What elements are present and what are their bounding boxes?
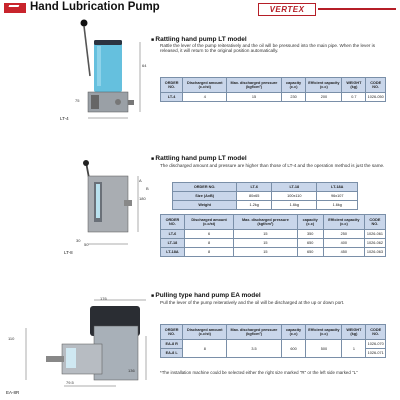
size-table-lt bbox=[172, 182, 358, 210]
brand-logo: VERTEX bbox=[258, 3, 316, 16]
table-row bbox=[173, 192, 358, 201]
lt4-pump-illustration bbox=[60, 18, 150, 123]
header-divider bbox=[318, 8, 396, 10]
spec-table-lt bbox=[160, 214, 386, 257]
th-efficient: Efficient capacity (c.c) bbox=[323, 215, 364, 230]
cell: 230 bbox=[281, 93, 306, 102]
th-code: CODE NO. bbox=[366, 78, 386, 93]
cell: 650 bbox=[297, 239, 323, 248]
cell: 15 bbox=[234, 230, 297, 239]
table-row bbox=[161, 340, 386, 349]
ea8-pump-illustration bbox=[6, 296, 156, 396]
cell: 1026-050 bbox=[366, 93, 386, 102]
cell: 350 bbox=[297, 230, 323, 239]
section-title-lt: ■ Rattling hand pump LT model bbox=[151, 155, 247, 162]
image-caption-ea8: EA-8R bbox=[6, 390, 20, 395]
dim-height: 64 bbox=[142, 63, 147, 68]
cell: 0.7 bbox=[342, 93, 366, 102]
cell: 650 bbox=[297, 248, 323, 257]
th-weight: WEIGHT (kg) bbox=[342, 78, 366, 93]
dim-b: B bbox=[146, 186, 149, 191]
dim-width: 50 bbox=[84, 242, 89, 247]
th-discharged: Discharged amount (c.c/st) bbox=[183, 78, 227, 93]
cell-order-no: LT-4 bbox=[161, 93, 183, 102]
cell: 8 bbox=[184, 239, 233, 248]
section-desc-ea: Pull the lever of the pump reiteratively and the oil will be discharged at the up or down port. bbox=[160, 300, 345, 305]
table-row bbox=[161, 248, 386, 257]
dim-height: 180 bbox=[139, 196, 146, 201]
dim-width: 75 bbox=[75, 98, 80, 103]
cell: 1.6kg bbox=[317, 201, 358, 210]
spec-table-lt4 bbox=[160, 77, 386, 102]
cell-order-no: EA-8 L bbox=[161, 349, 183, 358]
th-capacity: capacity (c.c) bbox=[281, 325, 306, 340]
th-code: CODE NO. bbox=[364, 215, 385, 230]
cell: 200 bbox=[306, 93, 342, 102]
dim-depth: 30 bbox=[76, 238, 81, 243]
cell: 15 bbox=[234, 239, 297, 248]
cell: 450 bbox=[323, 248, 364, 257]
table-row bbox=[161, 230, 386, 239]
cell-order-no: LT-18A bbox=[161, 248, 185, 257]
cell: 4 bbox=[183, 93, 227, 102]
dim-width: 176 bbox=[100, 296, 107, 301]
lever-knob-icon bbox=[81, 20, 88, 27]
th-model: LT-18 bbox=[272, 183, 317, 192]
th-capacity: capacity (c.c) bbox=[281, 78, 306, 93]
cell: Weight bbox=[173, 201, 237, 210]
cell-order-no: LT-18 bbox=[161, 239, 185, 248]
image-caption-lt4: LT-4 bbox=[60, 116, 69, 121]
cell: 1026-071 bbox=[366, 349, 386, 358]
cell: 8 bbox=[184, 248, 233, 257]
cell: 6 bbox=[184, 230, 233, 239]
cell: 1.2kg bbox=[237, 201, 272, 210]
table-row bbox=[161, 239, 386, 248]
cell-order-no: EA-8 R bbox=[161, 340, 183, 349]
dim-base: 79.5 bbox=[66, 380, 74, 385]
th-efficient: Efficient capacity (c.c) bbox=[306, 325, 342, 340]
section-desc-lt: The discharged amount and pressure are higher than those of LT-4 and the operation method is just the same. bbox=[160, 163, 385, 168]
cell: 250 bbox=[323, 230, 364, 239]
th-order-no: ORDER NO. bbox=[161, 325, 183, 340]
th-discharged: Discharged amount (c.c/st) bbox=[183, 325, 227, 340]
cell: Size (AxB) bbox=[173, 192, 237, 201]
cell: 96x107 bbox=[317, 192, 358, 201]
th-order-no: ORDER NO. bbox=[173, 183, 237, 192]
th-efficient: Efficient capacity (c.c) bbox=[306, 78, 342, 93]
cell: 1026-062 bbox=[364, 239, 385, 248]
cell: 500 bbox=[306, 340, 342, 358]
table-row bbox=[161, 93, 386, 102]
cell-order-no: LT-6 bbox=[161, 230, 185, 239]
cell: 400 bbox=[323, 239, 364, 248]
th-pressure: Max. discharged pressure (kgf/cm²) bbox=[227, 78, 282, 93]
cell: 15 bbox=[234, 248, 297, 257]
lever-icon bbox=[46, 356, 64, 362]
brand-logo-mark bbox=[4, 3, 26, 13]
section-title-lt4: ■ Rattling hand pump LT model bbox=[151, 36, 247, 43]
dim-depth: 136 bbox=[128, 368, 135, 373]
th-code: CODE NO. bbox=[366, 325, 386, 340]
dim-height: 110 bbox=[8, 336, 15, 341]
cell: 100x110 bbox=[272, 192, 317, 201]
th-discharged: Discharged amount (c.c/st) bbox=[184, 215, 233, 230]
th-pressure: Max. discharged pressure (kgf/cm²) bbox=[227, 325, 282, 340]
cell: 1.6kg bbox=[272, 201, 317, 210]
th-weight: WEIGHT (kg) bbox=[342, 325, 366, 340]
cell: 80x65 bbox=[237, 192, 272, 201]
section-desc-lt4: Rattle the lever of the pump reiteratively and the oil will be pressured into the main pipe. When the lever is released, it will return to the original position automatically. bbox=[160, 43, 375, 54]
lever-knob-icon bbox=[83, 160, 89, 166]
cell: 1 bbox=[342, 340, 366, 358]
th-model: LT-6 bbox=[237, 183, 272, 192]
table-row bbox=[173, 201, 358, 210]
th-pressure: Max. discharged pressure (kgf/cm²) bbox=[234, 215, 297, 230]
th-order-no: ORDER NO. bbox=[161, 78, 183, 93]
cell: 1026-061 bbox=[364, 230, 385, 239]
th-order-no: ORDER NO. bbox=[161, 215, 185, 230]
dim-a: A bbox=[139, 178, 142, 183]
spec-table-ea bbox=[160, 324, 386, 358]
page-title: Hand Lubrication Pump bbox=[30, 1, 160, 13]
lt8-pump-illustration bbox=[68, 160, 152, 258]
image-caption-lt8: LT-8 bbox=[64, 250, 73, 255]
cell: 8 bbox=[183, 340, 227, 358]
cell: 1026-063 bbox=[364, 248, 385, 257]
cell: 3.5 bbox=[227, 340, 282, 358]
th-capacity: capacity (c.c) bbox=[297, 215, 323, 230]
cell: 600 bbox=[281, 340, 306, 358]
cell: 1026-070 bbox=[366, 340, 386, 349]
install-note: *The installation machine could be selected either the right size marked "R" or the left side marked "L" bbox=[160, 370, 358, 375]
cell: 15 bbox=[227, 93, 282, 102]
section-title-ea: ■ Pulling type hand pump EA model bbox=[151, 292, 261, 299]
th-model: LT-18A bbox=[317, 183, 358, 192]
